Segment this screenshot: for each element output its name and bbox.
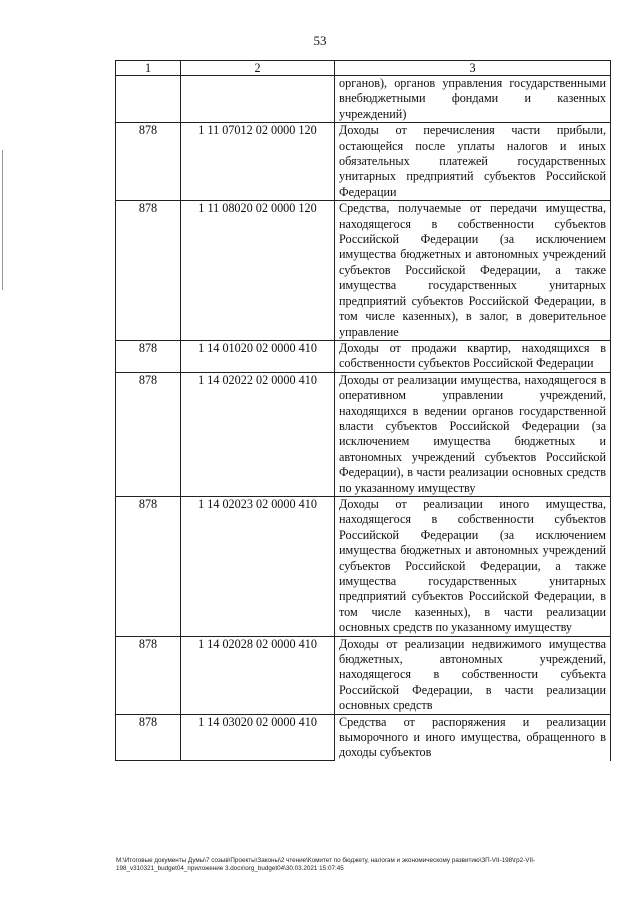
- description-cell: Доходы от реализации недвижимого имущества бюджетных, автономных учреждений, находящегося в собственности субъекта Российской Федерации, в части реализации основных средств: [335, 636, 611, 714]
- footer-line-2: 198_v310321_budget04_приложение 3.docx\org_budget04\30.03.2021 15:07:45: [116, 865, 344, 872]
- kbk-code-cell: [181, 76, 335, 123]
- scan-margin-mark: [2, 150, 3, 290]
- admin-code-cell: 878: [116, 714, 181, 761]
- table-row: [116, 340, 611, 372]
- admin-code-cell: 878: [116, 201, 181, 341]
- header-row: [116, 61, 611, 76]
- kbk-code-cell: 1 14 03020 02 0000 410: [181, 714, 335, 761]
- header-col-2: 2: [181, 61, 335, 76]
- revenue-codes-table: [115, 60, 611, 761]
- page-number: 53: [313, 33, 327, 48]
- file-path-footer: [116, 857, 616, 873]
- kbk-code-cell: 1 14 02022 02 0000 410: [181, 372, 335, 496]
- admin-code-cell: 878: [116, 340, 181, 372]
- kbk-code-cell: 1 14 02023 02 0000 410: [181, 496, 335, 636]
- description-cell: Доходы от перечисления части прибыли, остающейся после уплаты налогов и иных обязательных платежей государственных унитарных предприятий субъектов Российской Федерации: [335, 123, 611, 201]
- header-col-3: 3: [335, 61, 611, 76]
- table-row: [116, 372, 611, 496]
- table-row: [116, 123, 611, 201]
- footer-line-1: M:\Итоговые документы Думы\7 созыв\Проекты\Законы\2 чтение\Комитет по бюджету, налогам и экономическому развитию\ЗП-VII-198\гр2-VII-: [116, 857, 536, 864]
- kbk-code-cell: 1 14 01020 02 0000 410: [181, 340, 335, 372]
- description-cell: Средства, получаемые от передачи имущества, находящегося в собственности субъектов Российской Федерации (за исключением имущества бюджетных и автономных учреждений субъектов Российской Федерации, а также имущества государственных унитарных предприятий субъектов Российской Федерации, в том числе казенных), в залог, в доверительное управление: [335, 201, 611, 341]
- table-row: [116, 76, 611, 123]
- admin-code-cell: 878: [116, 372, 181, 496]
- description-cell: Доходы от реализации иного имущества, находящегося в собственности субъектов Российской Федерации (за исключением имущества бюджетных и автономных учреждений субъектов Российской Федерации, а также имущества государственных унитарных предприятий субъектов Российской Федерации, в том числе казенных), в части реализации основных средств по указанному имуществу: [335, 496, 611, 636]
- table-row: [116, 714, 611, 761]
- description-cell: органов), органов управления государственными внебюджетными фондами и казенных учреждений): [335, 76, 611, 123]
- table-row: [116, 496, 611, 636]
- description-cell: Доходы от реализации имущества, находящегося в оперативном управлении учреждений, находящихся в ведении органов государственной власти субъектов Российской Федерации (за исключением имущества бюджетных и автономных учреждений субъектов Российской Федерации), в части реализации основных средств по указанному имуществу: [335, 372, 611, 496]
- admin-code-cell: 878: [116, 636, 181, 714]
- admin-code-cell: 878: [116, 496, 181, 636]
- description-cell: Доходы от продажи квартир, находящихся в собственности субъектов Российской Федерации: [335, 340, 611, 372]
- admin-code-cell: 878: [116, 123, 181, 201]
- kbk-code-cell: 1 14 02028 02 0000 410: [181, 636, 335, 714]
- kbk-code-cell: 1 11 07012 02 0000 120: [181, 123, 335, 201]
- table-row: [116, 201, 611, 341]
- admin-code-cell: [116, 76, 181, 123]
- header-col-1: 1: [116, 61, 181, 76]
- kbk-code-cell: 1 11 08020 02 0000 120: [181, 201, 335, 341]
- table-row: [116, 636, 611, 714]
- description-cell: Средства от распоряжения и реализации выморочного и иного имущества, обращенного в доходы субъектов: [335, 714, 611, 761]
